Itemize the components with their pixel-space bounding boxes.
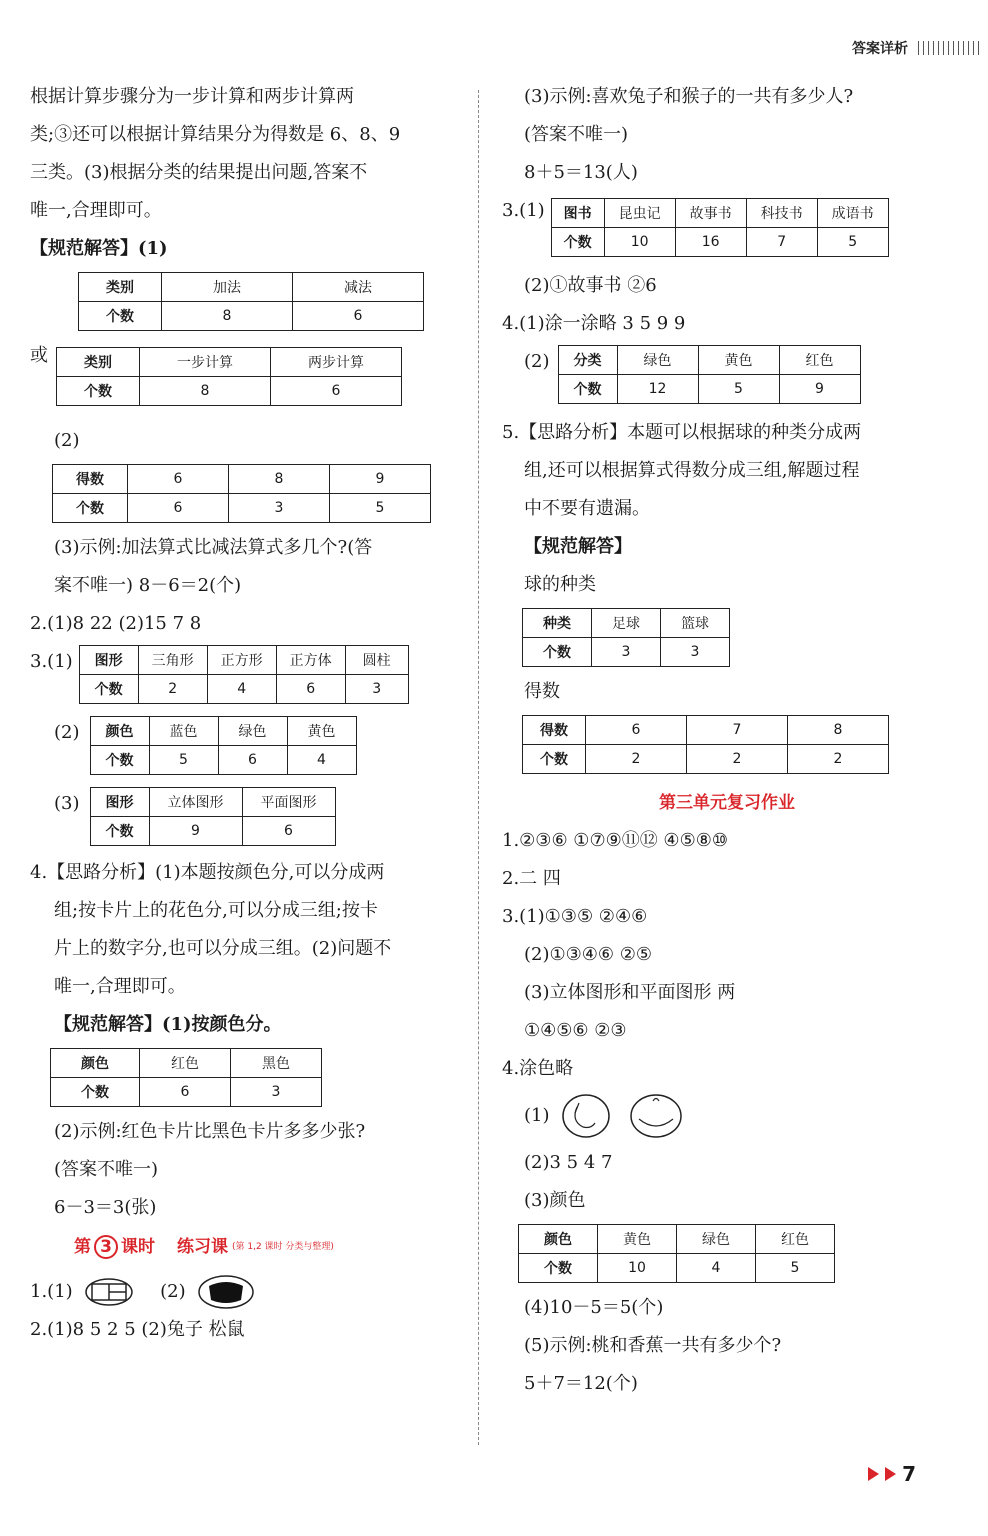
table-cell: 6 [586, 716, 687, 745]
text-line: 得数 [524, 681, 560, 702]
pot-drawing-icon [197, 1274, 255, 1310]
standard-answer-label: 【规范解答】(1) [30, 238, 168, 259]
header-decoration [918, 41, 980, 55]
page-header [852, 38, 980, 58]
text-line: 2.(1)8 22 (2)15 7 8 [30, 613, 202, 634]
table-cell: 16 [675, 228, 746, 257]
text-line: 三类。(3)根据分类的结果提出问题,答案不 [30, 162, 368, 183]
table-cell: 4 [287, 746, 356, 775]
table-cell: 个数 [90, 817, 149, 846]
table-cell: 科技书 [746, 199, 817, 228]
text-line: 根据计算步骤分为一步计算和两步计算两 [30, 86, 354, 107]
table-cell: 图形 [90, 788, 149, 817]
table-cell: 减法 [293, 273, 424, 302]
table-cell: 个数 [79, 302, 162, 331]
standard-answer-label: 【规范解答】 [524, 536, 632, 557]
table-cell: 一步计算 [140, 348, 271, 377]
text-line: (答案不唯一) [54, 1159, 159, 1180]
table-cell: 8 [788, 716, 889, 745]
question-label: (2) [524, 351, 550, 372]
text-line: (2)3 5 4 7 [524, 1152, 613, 1173]
page-number-text: 7 [902, 1462, 916, 1486]
text-line: 中不要有遗漏。 [524, 498, 650, 519]
table-cell: 6 [140, 1078, 231, 1107]
text-line [30, 1273, 450, 1311]
table-cell: 7 [746, 228, 817, 257]
table-cell: 3 [229, 494, 330, 523]
text-line: (2)①③④⑥ ②⑤ [524, 944, 653, 965]
table-cell: 绿色 [677, 1225, 756, 1254]
table-cell: 3 [661, 638, 730, 667]
page-number [868, 1462, 916, 1486]
standard-answer-label: 【规范解答】(1)按颜色分。 [54, 1014, 282, 1035]
table-cell: 10 [598, 1254, 677, 1283]
table-cell: 种类 [523, 609, 592, 638]
left-column [30, 78, 450, 1349]
table-cell: 黄色 [598, 1225, 677, 1254]
table-cell: 7 [687, 716, 788, 745]
table-cell: 5 [756, 1254, 835, 1283]
table-cell: 分类 [558, 346, 617, 375]
or-label: 或 [30, 345, 48, 366]
question-label: 3.(1) [30, 651, 73, 672]
table-colors [90, 716, 357, 775]
text-line: (2) [54, 430, 80, 451]
lesson-name: 练习课 [177, 1237, 228, 1257]
question-label: 3.(1) [502, 200, 545, 221]
table-cell: 类别 [79, 273, 162, 302]
table-cell: 红色 [140, 1049, 231, 1078]
table-cell: 9 [149, 817, 242, 846]
question-label: (2) [54, 722, 80, 743]
question-label: (1) [524, 1105, 550, 1126]
arrow-icon [885, 1467, 896, 1481]
text-line: 6－3＝3(张) [54, 1197, 157, 1218]
table-cell: 个数 [523, 745, 586, 774]
table-cell: 5 [149, 746, 218, 775]
table-addition-subtraction [78, 272, 424, 331]
table-cell: 5 [330, 494, 431, 523]
table-cell: 9 [330, 465, 431, 494]
table-cell: 正方体 [276, 646, 345, 675]
text-line: (答案不唯一) [524, 124, 629, 145]
text-line: (2)①故事书 ②6 [524, 275, 657, 296]
text-line: 唯一,合理即可。 [54, 976, 186, 997]
table-cell: 三角形 [138, 646, 207, 675]
table-cell: 6 [242, 817, 335, 846]
table-cell: 个数 [53, 494, 128, 523]
text-line: 8＋5＝13(人) [524, 162, 638, 183]
table-cell: 个数 [79, 675, 138, 704]
table-cell: 2 [788, 745, 889, 774]
table-cell: 3 [592, 638, 661, 667]
table-fruit-colors [518, 1224, 835, 1283]
table-ball-kinds [522, 608, 730, 667]
table-cell: 3 [345, 675, 408, 704]
table-cell: 图书 [551, 199, 604, 228]
table-cell: 圆柱 [345, 646, 408, 675]
text-line: (3)立体图形和平面图形 两 [524, 982, 736, 1003]
text-line: 案不唯一) 8－6＝2(个) [54, 575, 242, 596]
table-cell: 平面图形 [242, 788, 335, 817]
table-shapes [79, 645, 409, 704]
table-cell: 6 [128, 465, 229, 494]
table-solid-plane [90, 787, 336, 846]
text-line: (3)示例:加法算式比减法算式多几个?(答 [54, 537, 373, 558]
circle-sketch-icon [561, 1093, 611, 1139]
table-cell: 2 [138, 675, 207, 704]
lesson-unit: 课时 [121, 1237, 155, 1257]
text-line: (3)颜色 [524, 1190, 586, 1211]
table-cell: 颜色 [51, 1049, 140, 1078]
table-cell: 正方形 [207, 646, 276, 675]
text-line: 4.涂色略 [502, 1058, 574, 1079]
table-cell: 昆虫记 [604, 199, 675, 228]
text-line: 5＋7＝12(个) [524, 1373, 638, 1394]
text-line: 组,还可以根据算式得数分成三组,解题过程 [524, 460, 860, 481]
text-line: 类;③还可以根据计算结果分为得数是 6、8、9 [30, 124, 401, 145]
table-cell: 黄色 [287, 717, 356, 746]
text-line: (2)示例:红色卡片比黑色卡片多多少张? [54, 1121, 366, 1142]
table-cell: 个数 [519, 1254, 598, 1283]
table-cell: 6 [271, 377, 402, 406]
table-cell: 立体图形 [149, 788, 242, 817]
text-line: 4.【思路分析】(1)本题按颜色分,可以分成两 [30, 862, 385, 883]
table-cell: 2 [687, 745, 788, 774]
table-cell: 黄色 [698, 346, 779, 375]
round-shape-icon [629, 1093, 683, 1139]
table-cell: 绿色 [617, 346, 698, 375]
table-cell: 5 [698, 375, 779, 404]
text-line: 2.二 四 [502, 868, 561, 889]
table-cell: 6 [128, 494, 229, 523]
box-drawing-icon [84, 1276, 134, 1308]
lesson-note: (第 1,2 课时 分类与整理) [232, 1242, 334, 1252]
lesson-prefix: 第 [74, 1237, 91, 1257]
text-line: 唯一,合理即可。 [30, 200, 162, 221]
text-line: ①④⑤⑥ ②③ [524, 1020, 627, 1041]
table-cell: 颜色 [519, 1225, 598, 1254]
table-cell: 加法 [162, 273, 293, 302]
lesson-title [30, 1227, 450, 1267]
table-cell: 图形 [79, 646, 138, 675]
table-cell: 得数 [523, 716, 586, 745]
table-cell: 12 [617, 375, 698, 404]
table-cell: 颜色 [90, 717, 149, 746]
table-cell: 8 [162, 302, 293, 331]
right-column [502, 78, 922, 1403]
table-scores [522, 715, 889, 774]
table-cell: 个数 [523, 638, 592, 667]
table-cell: 足球 [592, 609, 661, 638]
table-cell: 红色 [779, 346, 860, 375]
text-line: 2.(1)8 5 2 5 (2)兔子 松鼠 [30, 1319, 245, 1340]
table-cell: 2 [586, 745, 687, 774]
table-cell: 类别 [57, 348, 140, 377]
table-cell: 3 [231, 1078, 322, 1107]
table-cell: 个数 [551, 228, 604, 257]
text-line: 1.②③⑥ ①⑦⑨⑪⑫ ④⑤⑧⑩ [502, 830, 728, 851]
table-cell: 个数 [57, 377, 140, 406]
table-card-colors [50, 1048, 322, 1107]
table-cell: 个数 [558, 375, 617, 404]
lesson-number: 3 [94, 1235, 118, 1259]
table-cell: 篮球 [661, 609, 730, 638]
table-cell: 得数 [53, 465, 128, 494]
section-title: 第三单元复习作业 [659, 793, 795, 813]
table-cell: 8 [229, 465, 330, 494]
table-cell: 4 [677, 1254, 756, 1283]
text-line: (5)示例:桃和香蕉一共有多少个? [524, 1335, 782, 1356]
question-label: 1.(1) [30, 1281, 73, 1302]
table-cell: 蓝色 [149, 717, 218, 746]
table-cell: 10 [604, 228, 675, 257]
table-cell: 9 [779, 375, 860, 404]
table-cell: 5 [817, 228, 888, 257]
table-cell: 8 [140, 377, 271, 406]
table-results [52, 464, 431, 523]
table-cell: 4 [207, 675, 276, 704]
table-cell: 个数 [51, 1078, 140, 1107]
text-line: 3.(1)①③⑤ ②④⑥ [502, 906, 648, 927]
table-ball-colors [558, 345, 861, 404]
text-line: (3)示例:喜欢兔子和猴子的一共有多少人? [524, 86, 854, 107]
text-line: (4)10－5＝5(个) [524, 1297, 664, 1318]
column-divider [478, 90, 479, 1445]
table-cell: 绿色 [218, 717, 287, 746]
text-line: 4.(1)涂一涂略 3 5 9 9 [502, 313, 686, 334]
question-label: (2) [160, 1281, 186, 1302]
table-cell: 两步计算 [271, 348, 402, 377]
text-line: 组;按卡片上的花色分,可以分成三组;按卡 [54, 900, 378, 921]
table-cell: 成语书 [817, 199, 888, 228]
table-cell: 红色 [756, 1225, 835, 1254]
table-cell: 6 [276, 675, 345, 704]
arrow-icon [868, 1467, 879, 1481]
table-cell: 个数 [90, 746, 149, 775]
table-steps [56, 347, 402, 406]
text-line: 球的种类 [524, 574, 596, 595]
text-line [502, 1088, 922, 1144]
table-cell: 故事书 [675, 199, 746, 228]
text-line: 5.【思路分析】本题可以根据球的种类分成两 [502, 422, 862, 443]
table-books [551, 198, 889, 257]
table-cell: 6 [293, 302, 424, 331]
text-line: 片上的数字分,也可以分成三组。(2)问题不 [54, 938, 392, 959]
table-cell: 6 [218, 746, 287, 775]
table-cell: 黑色 [231, 1049, 322, 1078]
header-title: 答案详析 [852, 41, 908, 57]
question-label: (3) [54, 793, 80, 814]
